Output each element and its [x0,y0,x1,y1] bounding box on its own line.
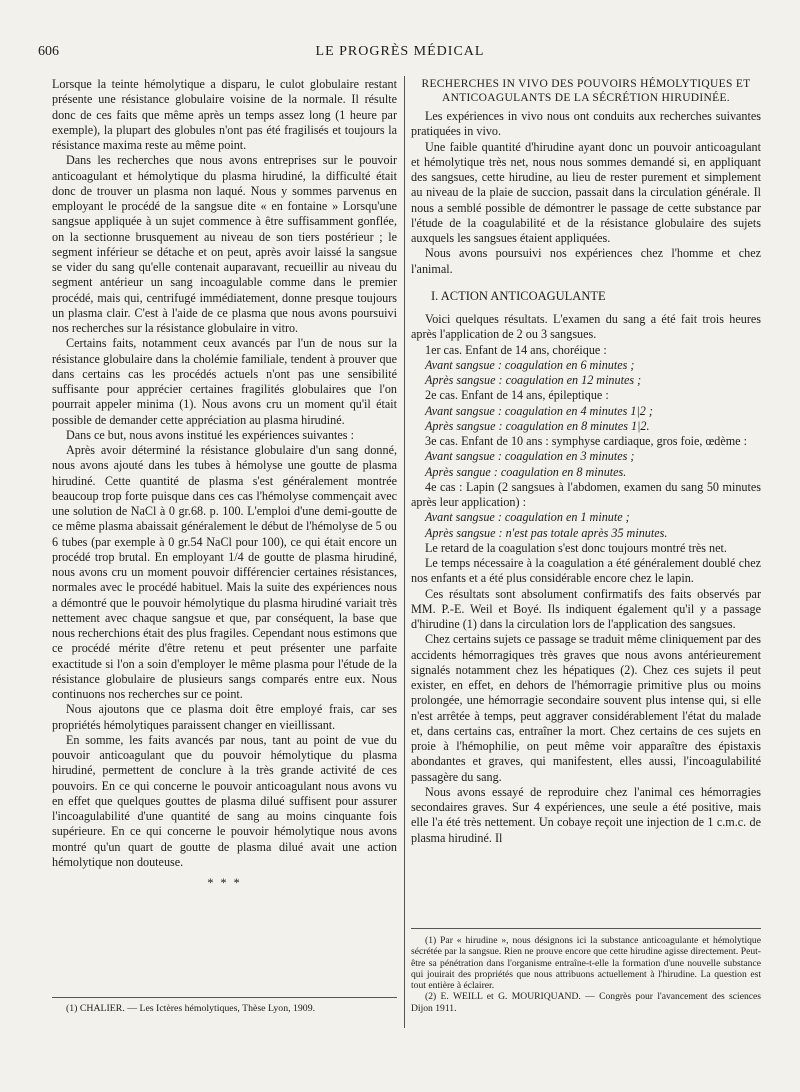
left-footnote-rule [52,997,397,998]
left-paragraph-4: Dans ce but, nous avons institué les expériences suivantes : [66,427,354,442]
left-paragraph-1: Lorsque la teinte hémolytique a disparu, le culot globulaire restant présente une résistance globulaire voisine de la normale. Il résulte donc de ces faits que même après un temps assez long (1 heure par exemple), la plupart des globules n'ont pas été fragilisés et toujours la résistance maxima reste au même point. [52,77,397,152]
closing-paragraph-1: Le retard de la coagulation s'est donc toujours montré très net. [425,540,727,555]
case-2-after: Après sangsue : coagulation en 8 minutes 1|2. [425,418,650,433]
right-intro-2: Une faible quantité d'hirudine ayant donc un pouvoir anticoagulant et hémolytique très net, nous nous sommes demandé si, en appliquant des sangsues, cette hirudine, au lieu de rester purement et simplement au niveau de la plaie de succion, passait dans la circulation générale. Il nous a semblé possible de démontrer le passage de cette substance par l'étude de la coagulabilité et de la résistance globulaire des sujets auxquels les sangsues étaient appliquées. [411,139,761,245]
case-1-before: Avant sangsue : coagulation en 6 minutes ; [425,357,635,372]
case-4-before: Avant sangsue : coagulation en 1 minute ; [425,510,630,525]
left-paragraph-3: Certains faits, notamment ceux avancés par l'un de nous sur la résistance globulaire dans la cholémie familiale, tendent à prouver que dans certains cas les procédés actuels n'ont pas une sensibilité suffisante pour apprécier certaines fragilités globulaires que l'on pourrait appeler minima (1). Nous avons cru un moment qu'il était possible de demander cette appréciation au plasma hirudiné. [52,336,397,427]
left-paragraph-5: Après avoir déterminé la résistance globulaire d'un sang donné, nous avons ajouté dans les tubes à hémolyse une goutte de plasma hirudiné. Cette quantité de plasma s'est généralement montrée beaucoup trop forte puisque dans ces cas l'hémolyse commençait avec une solution de NaCl à 0 gr.68. p. 100. L'emploi d'une demi-goutte de ce même plasma abaissait généralement le début de l'hémolyse de 5 ou 6 tubes (par exemple à 0 gr.54 NaCl pour 100), ce qui était encore un procédé trop brutal. En employant 1/4 de goutte de plasma hirudiné, nous avons cru un moment pouvoir différencier certaines résistances, normales avec le procédé habituel. Mais la suite des expériences nous a démontré que le pouvoir hémolytique du plasma hirudiné variait très nettement avec chaque sangsue et que, par conséquent, la base que nous recherchions était des plus fragiles. Cependant nous estimons que ce procédé mérite d'être retenu et peut présenter une parfaite exactitude si l'on a soin d'employer le même plasma pour l'étude de la résistance globulaire de plusieurs sangs comparés entre eux. Nous continuons nos recherches sur ce point. [52,443,397,701]
right-footnotes [411,935,761,1014]
right-column [411,77,761,846]
subsection-title: I. ACTION ANTICOAGULANTE [431,288,606,303]
case-2-heading: 2e cas. Enfant de 14 ans, épileptique : [425,388,609,403]
case-1-after: Après sangsue : coagulation en 12 minutes ; [425,373,642,387]
case-2-before: Avant sangsue : coagulation en 4 minutes 1|2 ; [425,403,653,418]
right-footnote-1: (1) Par « hirudine », nous désignons ici la substance anticoagulante et hémolytique sécrétée par la sangsue. Rien ne prouve encore que cette hirudine agisse directement. Peut-être sa pénétration dans l'organisme entraîne-t-elle la formation d'une nouvelle substance qui jouirait des propriétés que nous attribuons actuellement à l'hirudine. La question est tout entière à éclairer. [411,935,761,992]
left-paragraph-7: En somme, les faits avancés par nous, tant au point de vue du pouvoir anticoagulant que du pouvoir hémolytique du plasma hirudiné, permettent de conclure à la très grande activité de ces pouvoirs. En ce qui concerne le pouvoir anticoagulant nous avons vu en effet que quelques gouttes de plasma dilué suffisent pour assurer l'incoagulabilité d'une quantité de sang au moins cinquante fois supérieure. En ce qui concerne le pouvoir hémolytique nous avons montré qu'un quart de goutte de plasma dilué avait une action hémolytique non douteuse. [52,732,397,869]
right-footnote-rule [411,928,761,929]
page-header [0,40,800,70]
subsection-intro: Voici quelques résultats. L'examen du sang a été fait trois heures après l'application de 2 ou 3 sangsues. [411,312,761,342]
case-4-heading: 4e cas : Lapin (2 sangsues à l'abdomen, examen du sang 50 minutes après leur application) : [411,479,761,509]
case-3-before: Avant sangsue : coagulation en 3 minutes ; [425,449,635,464]
right-intro-3: Nous avons poursuivi nos expériences chez l'homme et chez l'animal. [411,246,761,276]
case-1-heading: 1er cas. Enfant de 14 ans, choréique : [425,342,607,357]
section-separator: * * * [207,876,242,890]
closing-paragraph-3: Ces résultats sont absolument confirmatifs des faits observés par MM. P.-E. Weil et Boyé. Ils indiquent également qu'il y a passage d'hirudine (1) dans la circulation lors de l'application des sangsues. [411,586,761,631]
case-4-after: Après sangsue : n'est pas totale après 35 minutes. [425,525,668,540]
column-rule [404,76,405,1028]
section-title: RECHERCHES IN VIVO DES POUVOIRS HÉMOLYTIQUES ET ANTICOAGULANTS DE LA SÉCRÉTION HIRUDINÉE. [421,78,751,104]
right-intro-1: Les expériences in vivo nous ont conduits aux recherches suivantes pratiquées in vivo. [411,109,761,139]
closing-paragraph-4: Chez certains sujets ce passage se traduit même cliniquement par des accidents hémorragiques très graves que nous avons antérieurement signalés notamment chez les hépatiques (2). Chez ces sujets il peut exister, en effet, en dehors de l'hémorragie primitive plus ou moins prolongée, une hémorragie secondaire souvent plus intense qui, si elle n'est arrêtée à temps, peut aggraver considérablement l'état du malade et, dans certains cas, entraîner la mort. Chez certains de ces sujets en proie à l'hémophilie, on peut même voir apparaître des épistaxis abondantes et graves, qui manifestent, elles aussi, l'incoagulabilité passagère du sang. [411,632,761,784]
page-number: 606 [38,44,59,59]
case-3-heading: 3e cas. Enfant de 10 ans : symphyse cardiaque, gros foie, œdème : [425,434,747,448]
left-column [52,77,397,891]
left-footnote: (1) CHALIER. — Les Ictères hémolytiques, Thèse Lyon, 1909. [66,1003,316,1014]
left-paragraph-6: Nous ajoutons que ce plasma doit être employé frais, car ses propriétés hémolytiques paraissent changer en vieillissant. [52,702,397,732]
case-3-after: Après sangue : coagulation en 8 minutes. [425,464,627,479]
journal-title: LE PROGRÈS MÉDICAL [315,44,485,59]
right-footnote-2: (2) E. WEILL et G. MOURIQUAND. — Congrès pour l'avancement des sciences Dijon 1911. [411,991,761,1014]
closing-paragraph-5: Nous avons essayé de reproduire chez l'animal ces hémorragies secondaires graves. Sur 4 expériences, une seule a été positive, mais elle l'a été très nettement. Un cobaye reçoit une injection de 1 c.m.c. de plasma hirudiné. Il [411,784,761,845]
closing-paragraph-2: Le temps nécessaire à la coagulation a été généralement doublé chez nos enfants et a été plus considérable encore chez le lapin. [411,556,761,586]
left-paragraph-2: Dans les recherches que nous avons entreprises sur le pouvoir anticoagulant et hémolytique du plasma hirudiné, la difficulté était donc de trouver un plasma non laqué. Nous y sommes parvenus en employant le procédé de la sangsue dite « en fontaine » Lorsqu'une sangsue appliquée à un sujet commence à être suffisamment gonflée, on la sectionne brusquement au niveau de son tiers postérieur ; le segment inférieur se détache et on peut, après avoir laissé la sangsue se vider du sang qu'elle contenait auparavant, recueillir au niveau du segment antérieur un sang incoagulable comme dans le premier procédé, mais qui, centrifugé immédiatement, donne presque toujours un plasma clair. C'est à l'aide de ce plasma que nous avons poursuivi nos recherches sur la résistance globulaire in vitro. [52,153,397,335]
